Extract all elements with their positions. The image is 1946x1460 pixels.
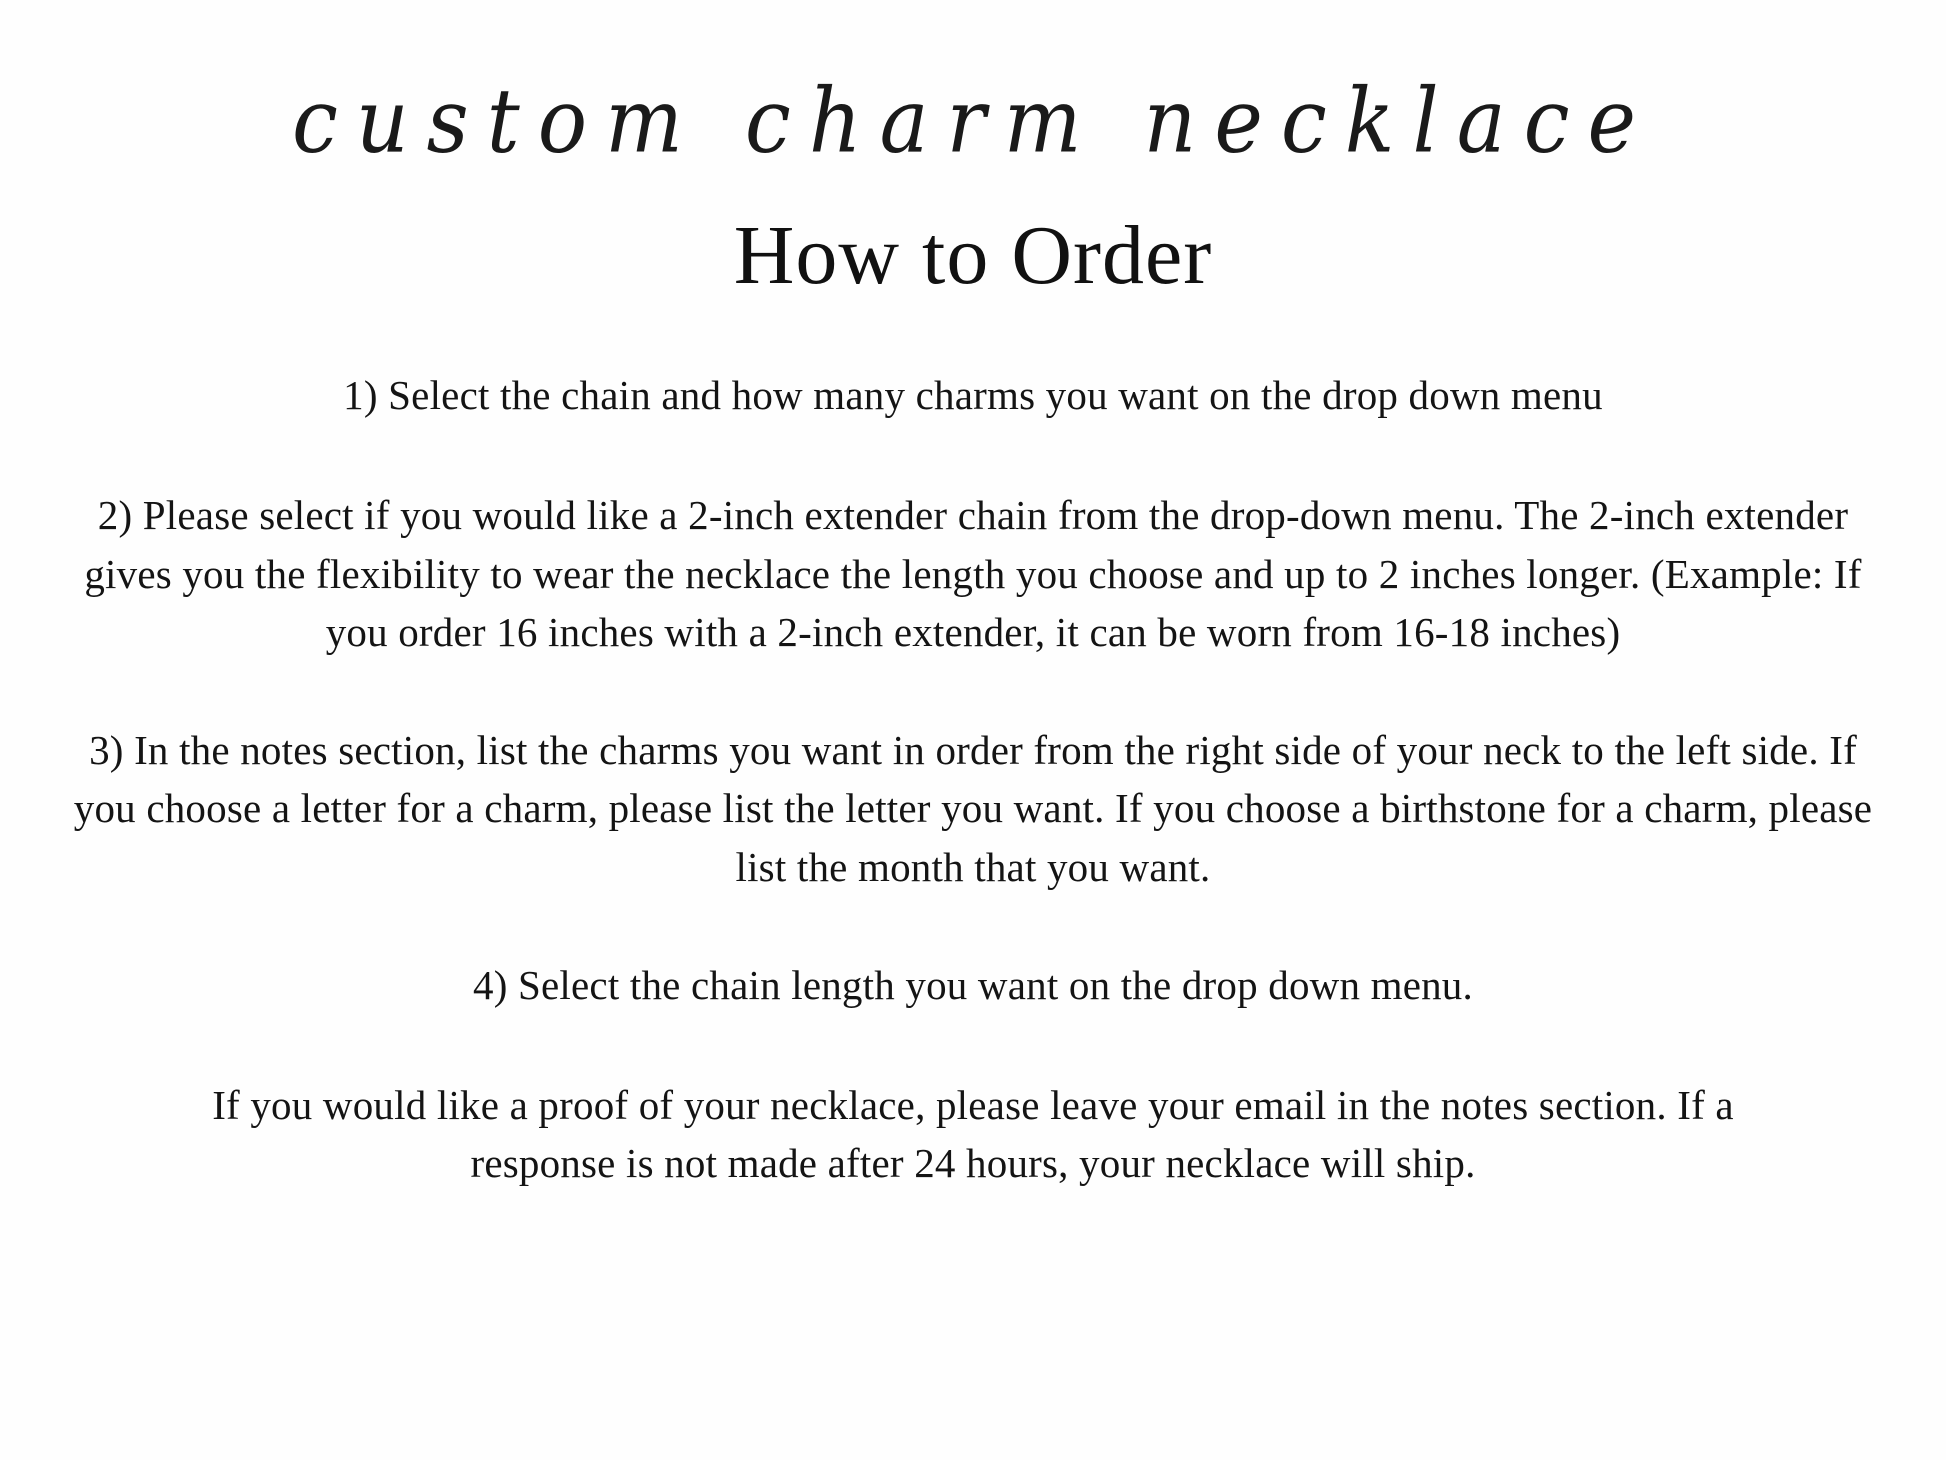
instruction-note-proof: If you would like a proof of your necklace, please leave your email in the notes section. If a response is not made after 24 hours, your necklace will ship. — [212, 1081, 1734, 1187]
instruction-step-3: 3) In the notes section, list the charms you want in order from the right side of your neck to the left side. If you choose a letter for a charm, please list the letter you want. If you choose a birthstone for a charm, please list the month that you want. — [73, 727, 1873, 890]
script-title: custom charm necklace — [291, 70, 1655, 173]
instruction-step-2: 2) Please select if you would like a 2-inch extender chain from the drop-down menu. The 2-inch extender gives you the flexibility to wear the necklace the length you choose and up to 2 inches longer. (Example: If you order 16 inches with a 2-inch extender, it can be worn from 16-18 inches) — [84, 492, 1862, 655]
instruction-step-1: 1) Select the chain and how many charms you want on the drop down menu — [343, 372, 1603, 419]
instruction-step-4: 4) Select the chain length you want on the drop down menu. — [473, 961, 1473, 1008]
instruction-list — [40, 366, 1906, 1192]
page-title: How to Order — [733, 209, 1213, 302]
